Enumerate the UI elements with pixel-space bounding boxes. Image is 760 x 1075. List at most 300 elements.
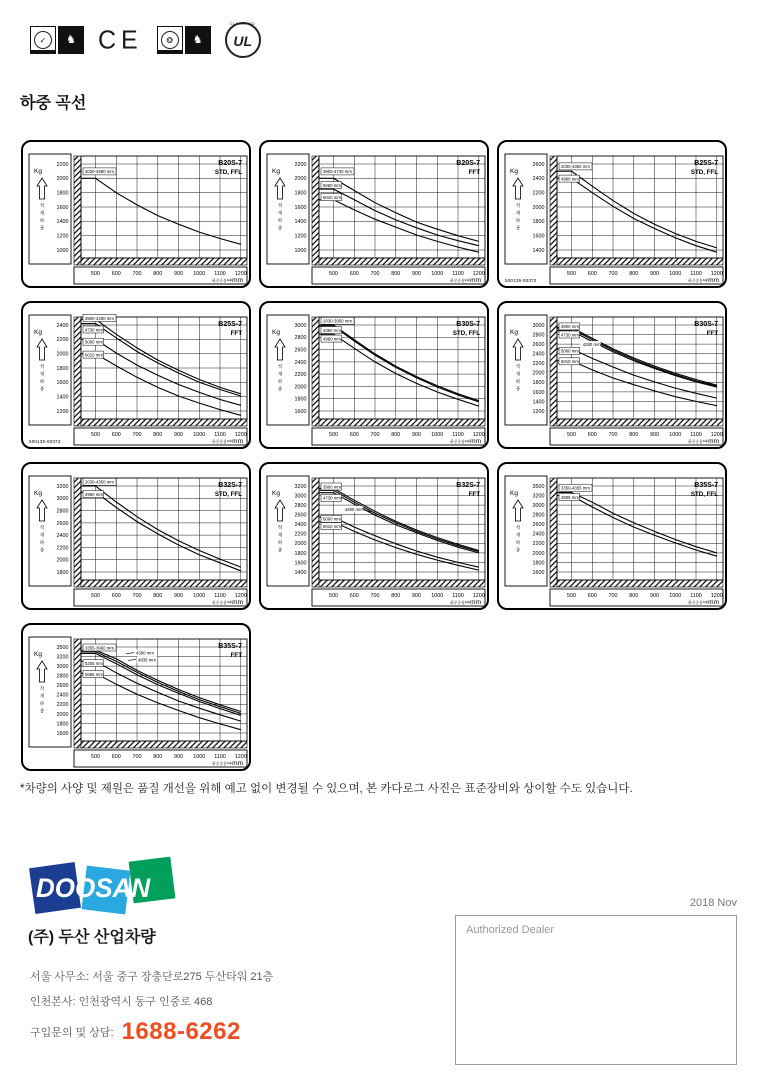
- svg-text:FFT: FFT: [230, 652, 242, 659]
- svg-text:Kg: Kg: [272, 329, 280, 336]
- svg-text:800: 800: [629, 593, 639, 599]
- svg-text:6010 mm: 6010 mm: [323, 523, 341, 529]
- load-curve-chart: [261, 464, 487, 608]
- svg-text:500: 500: [567, 593, 576, 599]
- load-curve-chart: [499, 142, 725, 286]
- svg-text:1200: 1200: [710, 593, 723, 599]
- svg-text:재: 재: [515, 210, 521, 216]
- svg-text:B32S-7: B32S-7: [456, 482, 480, 489]
- svg-text:1200: 1200: [710, 432, 723, 438]
- svg-text:2600: 2600: [532, 342, 545, 349]
- chart-part-code: 500139-00372: [505, 278, 537, 283]
- svg-text:1800: 1800: [294, 550, 307, 557]
- svg-text:2200: 2200: [294, 372, 307, 379]
- svg-text:1200: 1200: [56, 233, 69, 240]
- svg-text:2600: 2600: [294, 512, 307, 519]
- svg-text:2600: 2600: [56, 683, 69, 690]
- svg-text:1400: 1400: [56, 219, 69, 226]
- svg-text:700: 700: [370, 271, 380, 277]
- svg-text:하: 하: [515, 379, 521, 384]
- svg-text:적: 적: [277, 203, 283, 208]
- svg-text:2600: 2600: [56, 520, 69, 527]
- svg-text:600: 600: [587, 271, 597, 277]
- svg-text:700: 700: [132, 271, 142, 277]
- svg-text:1600: 1600: [56, 204, 69, 211]
- svg-text:중: 중: [515, 547, 521, 553]
- svg-text:1000: 1000: [56, 247, 69, 254]
- svg-text:700: 700: [608, 432, 618, 438]
- svg-text:2600: 2600: [532, 522, 545, 529]
- svg-text:3200: 3200: [56, 654, 69, 661]
- svg-text:하중중심⇨mm: 하중중심⇨mm: [688, 438, 719, 445]
- svg-text:800: 800: [153, 271, 163, 277]
- svg-text:재: 재: [39, 693, 45, 699]
- svg-text:하중중심⇨mm: 하중중심⇨mm: [212, 760, 243, 767]
- svg-text:Kg: Kg: [510, 329, 518, 336]
- svg-text:B32S-7: B32S-7: [218, 482, 242, 489]
- svg-text:4730 mm: 4730 mm: [85, 327, 103, 333]
- svg-text:2800: 2800: [532, 512, 545, 519]
- svg-text:5655 mm: 5655 mm: [85, 672, 103, 677]
- svg-text:3900 mm: 3900 mm: [323, 484, 341, 490]
- authorized-dealer-label: Authorized Dealer: [466, 924, 555, 936]
- svg-text:STD, FFL: STD, FFL: [214, 491, 242, 498]
- svg-text:4835 mm: 4835 mm: [138, 657, 156, 663]
- svg-text:1200: 1200: [472, 593, 485, 599]
- svg-text:2000: 2000: [56, 351, 69, 358]
- svg-text:2200: 2200: [56, 702, 69, 709]
- svg-text:하: 하: [515, 218, 521, 223]
- svg-text:재: 재: [39, 371, 45, 377]
- svg-text:1100: 1100: [214, 754, 226, 760]
- svg-text:1000: 1000: [294, 247, 307, 254]
- svg-text:2000: 2000: [532, 204, 545, 211]
- svg-text:1200: 1200: [710, 271, 723, 277]
- svg-text:1100: 1100: [690, 271, 702, 277]
- svg-text:Kg: Kg: [510, 490, 518, 497]
- svg-text:1200: 1200: [294, 233, 307, 240]
- svg-text:2600: 2600: [294, 347, 307, 354]
- svg-text:1100: 1100: [452, 593, 464, 599]
- svg-text:B35S-7: B35S-7: [218, 643, 242, 650]
- svg-text:600: 600: [111, 754, 121, 760]
- svg-text:1400: 1400: [294, 569, 307, 576]
- cert-starburst-icon: ❂: [157, 26, 183, 54]
- svg-text:2000: 2000: [56, 557, 69, 564]
- load-curve-chart: [23, 464, 249, 608]
- svg-text:3350-4355 mm: 3350-4355 mm: [561, 485, 590, 491]
- svg-text:하: 하: [277, 218, 283, 223]
- chart-card-B35S-7-FFT: [21, 623, 251, 771]
- svg-text:5060 mm: 5060 mm: [561, 348, 579, 354]
- svg-text:1200: 1200: [234, 754, 247, 760]
- svg-text:1100: 1100: [452, 271, 464, 277]
- svg-text:1000: 1000: [431, 593, 444, 599]
- svg-text:재: 재: [39, 210, 45, 216]
- svg-text:2000: 2000: [56, 711, 69, 718]
- cert-emblem-icon-2: ♞: [185, 26, 211, 54]
- svg-text:3000: 3000: [532, 322, 545, 329]
- svg-text:적: 적: [277, 364, 283, 369]
- svg-text:B25S-7: B25S-7: [218, 321, 242, 328]
- svg-text:1800: 1800: [56, 190, 69, 197]
- svg-text:2200: 2200: [56, 161, 69, 168]
- certification-logos: [30, 22, 261, 58]
- svg-text:3900-4730 mm: 3900-4730 mm: [323, 169, 352, 175]
- svg-text:3200: 3200: [56, 483, 69, 490]
- svg-text:800: 800: [391, 432, 401, 438]
- svg-text:하: 하: [515, 540, 521, 545]
- svg-text:적: 적: [39, 525, 45, 530]
- svg-text:700: 700: [370, 432, 380, 438]
- svg-text:700: 700: [132, 754, 142, 760]
- svg-text:2000: 2000: [56, 176, 69, 183]
- svg-text:적: 적: [515, 364, 521, 369]
- svg-text:3200: 3200: [294, 483, 307, 490]
- svg-text:하중중심⇨mm: 하중중심⇨mm: [212, 438, 243, 445]
- svg-text:FFT: FFT: [468, 491, 480, 498]
- svg-text:1600: 1600: [294, 204, 307, 211]
- svg-text:하: 하: [277, 540, 283, 545]
- chart-card-B25S-7-FFT: [21, 301, 251, 449]
- svg-text:STD, FFL: STD, FFL: [214, 169, 242, 176]
- svg-text:4805 mm: 4805 mm: [561, 494, 579, 500]
- authorized-dealer-box: [455, 915, 737, 1065]
- svg-text:1400: 1400: [294, 219, 307, 226]
- phone-number: 1688-6262: [121, 1018, 241, 1045]
- svg-text:900: 900: [174, 432, 183, 438]
- svg-text:1100: 1100: [214, 271, 226, 277]
- svg-text:1200: 1200: [234, 271, 247, 277]
- svg-text:2000: 2000: [294, 541, 307, 548]
- svg-text:4960 mm: 4960 mm: [561, 176, 579, 182]
- svg-text:중: 중: [39, 547, 45, 553]
- svg-text:1000: 1000: [431, 432, 444, 438]
- svg-text:FFT: FFT: [706, 330, 718, 337]
- svg-text:3200: 3200: [532, 493, 545, 500]
- svg-text:3900 mm: 3900 mm: [561, 324, 579, 330]
- svg-text:6010 mm: 6010 mm: [561, 359, 579, 365]
- svg-text:2000: 2000: [532, 550, 545, 557]
- svg-text:적: 적: [515, 203, 521, 208]
- svg-text:1200: 1200: [234, 593, 247, 599]
- svg-text:900: 900: [412, 271, 421, 277]
- svg-text:600: 600: [349, 593, 359, 599]
- svg-text:2800: 2800: [532, 332, 545, 339]
- svg-text:2400: 2400: [532, 531, 545, 538]
- svg-text:FFT: FFT: [468, 169, 480, 176]
- svg-text:1800: 1800: [56, 721, 69, 728]
- svg-text:중: 중: [39, 708, 45, 714]
- svg-text:500: 500: [329, 432, 338, 438]
- load-charts-grid: [21, 140, 727, 771]
- svg-text:B30S-7: B30S-7: [694, 321, 718, 328]
- svg-text:2200: 2200: [532, 361, 545, 368]
- svg-text:2000: 2000: [294, 176, 307, 183]
- svg-text:2200: 2200: [56, 337, 69, 344]
- svg-text:1100: 1100: [452, 432, 464, 438]
- svg-text:STD, FFL: STD, FFL: [690, 491, 718, 498]
- svg-text:2400: 2400: [56, 692, 69, 699]
- svg-text:1000: 1000: [193, 432, 206, 438]
- load-curve-chart: [23, 142, 249, 286]
- svg-text:하중중심⇨mm: 하중중심⇨mm: [212, 599, 243, 606]
- svg-text:중: 중: [277, 386, 283, 392]
- svg-text:Kg: Kg: [272, 490, 280, 497]
- svg-text:2400: 2400: [294, 522, 307, 529]
- svg-text:6010 mm: 6010 mm: [85, 352, 103, 358]
- load-curve-chart: [261, 303, 487, 447]
- svg-text:800: 800: [629, 432, 639, 438]
- svg-text:500: 500: [91, 593, 100, 599]
- svg-text:Kg: Kg: [34, 329, 42, 336]
- svg-text:3500: 3500: [56, 644, 69, 651]
- svg-text:1000: 1000: [431, 271, 444, 277]
- svg-text:중: 중: [39, 386, 45, 392]
- svg-text:3500: 3500: [532, 483, 545, 490]
- svg-text:적: 적: [39, 203, 45, 208]
- svg-text:중: 중: [39, 225, 45, 231]
- cert-badge-1: [30, 26, 84, 54]
- svg-text:1800: 1800: [532, 380, 545, 387]
- svg-text:900: 900: [650, 432, 659, 438]
- chart-card-B30S-7-STD-FFL: [259, 301, 489, 449]
- svg-text:700: 700: [370, 593, 380, 599]
- svg-text:600: 600: [587, 432, 597, 438]
- chart-card-B20S-7-STD-FFL: [21, 140, 251, 288]
- svg-text:500: 500: [567, 432, 576, 438]
- chart-card-B25S-7-STD-FFL: [497, 140, 727, 288]
- svg-text:5060 mm: 5060 mm: [85, 339, 103, 345]
- address-incheon: 인천본사: 인천광역시 동구 인중로 468: [30, 996, 213, 1008]
- svg-text:2000: 2000: [532, 370, 545, 377]
- svg-text:4960 mm: 4960 mm: [85, 491, 103, 497]
- svg-text:500: 500: [91, 432, 100, 438]
- svg-text:2400: 2400: [532, 176, 545, 183]
- svg-text:1000: 1000: [193, 754, 206, 760]
- svg-text:1800: 1800: [532, 219, 545, 226]
- svg-text:3900-4280 mm: 3900-4280 mm: [85, 315, 114, 321]
- svg-text:900: 900: [412, 593, 421, 599]
- svg-text:1800: 1800: [532, 560, 545, 567]
- svg-text:1800: 1800: [56, 569, 69, 576]
- svg-text:4280 mm: 4280 mm: [344, 506, 363, 512]
- svg-text:900: 900: [650, 593, 659, 599]
- svg-text:B20S-7: B20S-7: [456, 160, 480, 167]
- svg-text:1100: 1100: [690, 593, 702, 599]
- ul-classified-icon: CLASSIFIED UL: [225, 22, 261, 58]
- svg-text:하중중심⇨mm: 하중중심⇨mm: [688, 599, 719, 606]
- svg-text:3000: 3000: [532, 503, 545, 510]
- svg-text:중: 중: [515, 225, 521, 231]
- svg-text:1200: 1200: [56, 408, 69, 415]
- chart-card-B32S-7-FFT: [259, 462, 489, 610]
- svg-text:800: 800: [153, 754, 163, 760]
- svg-text:5060 mm: 5060 mm: [323, 516, 341, 522]
- svg-text:1100: 1100: [690, 432, 702, 438]
- load-curve-chart: [23, 625, 249, 769]
- chart-part-code: 500139-00373: [29, 439, 61, 444]
- svg-text:800: 800: [153, 432, 163, 438]
- svg-text:2600: 2600: [532, 161, 545, 168]
- svg-text:B30S-7: B30S-7: [456, 321, 480, 328]
- svg-text:하중중심⇨mm: 하중중심⇨mm: [212, 277, 243, 284]
- svg-text:1800: 1800: [294, 190, 307, 197]
- svg-text:800: 800: [391, 593, 401, 599]
- svg-text:700: 700: [132, 432, 142, 438]
- svg-text:1000: 1000: [669, 593, 682, 599]
- svg-text:하중중심⇨mm: 하중중심⇨mm: [450, 277, 481, 284]
- edition-date: 2018 Nov: [689, 897, 737, 909]
- svg-text:재: 재: [277, 210, 283, 216]
- page-title: 하중 곡선: [20, 95, 87, 112]
- svg-text:STD, FFL: STD, FFL: [690, 169, 718, 176]
- chart-card-B20S-7-FFT: [259, 140, 489, 288]
- load-curve-chart: [499, 303, 725, 447]
- svg-text:600: 600: [111, 593, 121, 599]
- svg-text:2400: 2400: [56, 322, 69, 329]
- svg-text:6010 mm: 6010 mm: [323, 195, 341, 200]
- svg-text:FFT: FFT: [230, 330, 242, 337]
- svg-text:700: 700: [608, 593, 618, 599]
- svg-text:5060 mm: 5060 mm: [323, 182, 341, 188]
- svg-text:2400: 2400: [294, 359, 307, 366]
- svg-text:1600: 1600: [532, 233, 545, 240]
- svg-text:500: 500: [567, 271, 576, 277]
- svg-text:4960 mm: 4960 mm: [323, 336, 341, 342]
- contact-line: [30, 1018, 241, 1046]
- svg-text:2000: 2000: [294, 384, 307, 391]
- svg-text:1800: 1800: [294, 396, 307, 403]
- svg-text:3000: 3000: [56, 496, 69, 503]
- svg-text:900: 900: [174, 754, 183, 760]
- svg-text:Kg: Kg: [272, 168, 280, 175]
- svg-text:500: 500: [329, 271, 338, 277]
- svg-text:1800: 1800: [56, 365, 69, 372]
- svg-text:1600: 1600: [294, 560, 307, 567]
- svg-text:900: 900: [174, 271, 183, 277]
- svg-text:600: 600: [111, 271, 121, 277]
- ce-mark-icon: CE: [98, 24, 143, 55]
- svg-text:4730 mm: 4730 mm: [323, 495, 341, 501]
- svg-text:Kg: Kg: [34, 651, 42, 658]
- svg-text:900: 900: [412, 432, 421, 438]
- svg-text:하중중심⇨mm: 하중중심⇨mm: [450, 599, 481, 606]
- svg-text:4730 mm: 4730 mm: [561, 332, 579, 338]
- svg-text:B35S-7: B35S-7: [694, 482, 718, 489]
- svg-text:2800: 2800: [294, 503, 307, 510]
- svg-text:1000: 1000: [193, 593, 206, 599]
- svg-text:1600: 1600: [294, 408, 307, 415]
- svg-text:1100: 1100: [214, 593, 226, 599]
- svg-text:2800: 2800: [56, 673, 69, 680]
- svg-text:1000: 1000: [669, 432, 682, 438]
- svg-text:하: 하: [39, 218, 45, 223]
- svg-text:2800: 2800: [294, 335, 307, 342]
- svg-text:800: 800: [153, 593, 163, 599]
- svg-text:4350 mm: 4350 mm: [323, 327, 341, 333]
- svg-text:중: 중: [277, 225, 283, 231]
- svg-text:Kg: Kg: [34, 490, 42, 497]
- svg-text:1200: 1200: [234, 432, 247, 438]
- svg-text:적: 적: [39, 364, 45, 369]
- svg-text:1200: 1200: [472, 271, 485, 277]
- svg-text:B20S-7: B20S-7: [218, 160, 242, 167]
- svg-text:적: 적: [39, 686, 45, 691]
- svg-text:재: 재: [39, 532, 45, 538]
- svg-text:600: 600: [587, 593, 597, 599]
- svg-text:1000: 1000: [669, 271, 682, 277]
- doosan-logo-text: DOOSAN: [36, 872, 151, 904]
- svg-text:B25S-7: B25S-7: [694, 160, 718, 167]
- svg-text:2400: 2400: [532, 351, 545, 358]
- svg-text:하: 하: [277, 379, 283, 384]
- svg-text:700: 700: [608, 271, 618, 277]
- svg-text:500: 500: [91, 754, 100, 760]
- svg-text:1100: 1100: [214, 432, 226, 438]
- svg-text:2200: 2200: [532, 190, 545, 197]
- svg-text:1400: 1400: [532, 399, 545, 406]
- load-curve-chart: [499, 464, 725, 608]
- svg-text:1600: 1600: [532, 389, 545, 396]
- svg-text:하중중심⇨mm: 하중중심⇨mm: [450, 438, 481, 445]
- svg-text:700: 700: [132, 593, 142, 599]
- svg-text:하중중심⇨mm: 하중중심⇨mm: [688, 277, 719, 284]
- svg-text:600: 600: [349, 271, 359, 277]
- contact-label: 구입문의 및 상담:: [30, 1027, 114, 1039]
- svg-text:적: 적: [277, 525, 283, 530]
- svg-text:재: 재: [277, 532, 283, 538]
- company-name: (주) 두산 산업차량: [28, 929, 156, 946]
- svg-text:2800: 2800: [56, 508, 69, 515]
- svg-text:600: 600: [111, 432, 121, 438]
- svg-text:600: 600: [349, 432, 359, 438]
- svg-text:1200: 1200: [532, 408, 545, 415]
- svg-text:하: 하: [39, 701, 45, 706]
- svg-text:3000: 3000: [294, 493, 307, 500]
- svg-text:1600: 1600: [532, 569, 545, 576]
- address-seoul: 서울 사무소: 서울 중구 장충단로275 두산타워 21층: [30, 971, 274, 983]
- svg-text:재: 재: [277, 371, 283, 377]
- svg-text:재: 재: [515, 371, 521, 377]
- svg-text:4380 mm: 4380 mm: [136, 650, 154, 656]
- svg-text:STD, FFL: STD, FFL: [452, 330, 480, 337]
- doosan-logo: [32, 858, 182, 914]
- svg-text:900: 900: [174, 593, 183, 599]
- svg-text:4280 mm: 4280 mm: [582, 342, 601, 348]
- svg-text:3000: 3000: [56, 664, 69, 671]
- svg-text:1000: 1000: [193, 271, 206, 277]
- svg-text:500: 500: [91, 271, 100, 277]
- svg-text:800: 800: [391, 271, 401, 277]
- svg-text:중: 중: [277, 547, 283, 553]
- load-curve-chart: [23, 303, 249, 447]
- svg-text:1400: 1400: [56, 394, 69, 401]
- svg-text:2200: 2200: [56, 545, 69, 552]
- svg-text:1600: 1600: [56, 380, 69, 387]
- disclaimer-text: *차량의 사양 및 제원은 품질 개선을 위해 예고 없이 변경될 수 있으며, 본 카다로그 사진은 표준장비와 상이할 수도 있습니다.: [20, 783, 633, 795]
- svg-text:1400: 1400: [532, 247, 545, 254]
- svg-text:Kg: Kg: [510, 168, 518, 175]
- svg-text:900: 900: [650, 271, 659, 277]
- chart-card-B35S-7-STD-FFL: [497, 462, 727, 610]
- svg-text:1200: 1200: [472, 432, 485, 438]
- svg-text:2030-3950 mm: 2030-3950 mm: [323, 318, 352, 324]
- load-curve-chart: [261, 142, 487, 286]
- svg-text:500: 500: [329, 593, 338, 599]
- svg-text:2200: 2200: [294, 531, 307, 538]
- cert-emblem-icon: ♞: [58, 26, 84, 54]
